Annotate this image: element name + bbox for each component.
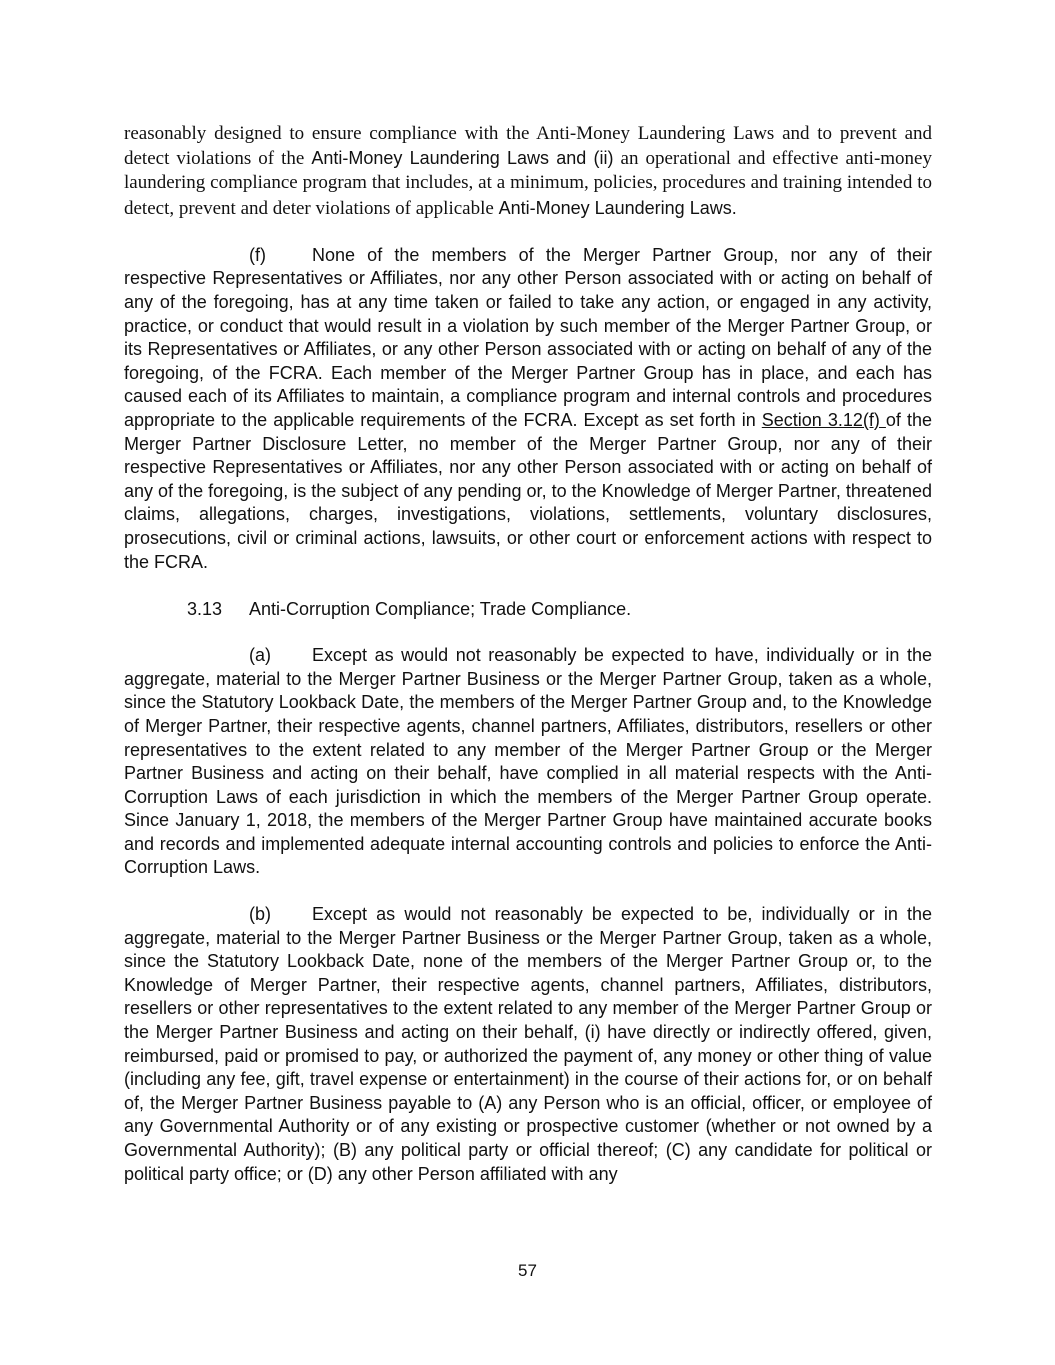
section-title: Anti-Corruption Compliance; Trade Compliance. [249, 599, 632, 620]
paragraph-b-label: (b) [249, 904, 271, 925]
section-heading [124, 597, 932, 621]
intro-text-2: Anti-Money Laundering Laws and (ii) [311, 148, 614, 169]
paragraph-a-text: Except as would not reasonably be expected to have, individually or in the aggregate, material to the Merger Partner Business or the Merger Partner Group, taken as a whole, since the Statutory Lookback Date, the members of the Merger Partner Group and, to the Knowledge of Merger Partner, their respective agents, channel partners, Affiliates, distributors, resellers or other representatives to the extent related to any member of the Merger Partner Group or the Merger Partner Business and acting on their behalf, have complied in all material respects with the Anti-Corruption Laws of each jurisdiction in which the members of the Merger Partner Group operate. Since January 1, 2018, the members of the Merger Partner Group have maintained accurate books and records and implemented adequate internal accounting controls and policies to enforce the Anti-Corruption Laws. [124, 645, 932, 878]
paragraph-a-label: (a) [249, 645, 271, 666]
paragraph-f-label: (f) [249, 244, 266, 265]
paragraph-a [124, 644, 932, 880]
intro-paragraph [124, 122, 932, 221]
section-reference-link[interactable]: Section 3.12(f) [761, 409, 886, 430]
intro-text-1: reasonably designed to ensure compliance with the Anti-Money Laundering Laws and to prevent and detect violations of the [124, 123, 932, 170]
intro-text-4: Anti-Money Laundering Laws. [498, 197, 737, 218]
paragraph-b-text: Except as would not reasonably be expected to be, individually or in the aggregate, material to the Merger Partner Business or the Merger Partner Group, taken as a whole, since the Statutory Lookback Date, none of the members of the Merger Partner Group or, to the Knowledge of Merger Partner, their respective agents, channel partners, Affiliates, distributors, resellers or other representatives to the extent related to any member of the Merger Partner Group or the Merger Partner Business and acting on their behalf, (i) have directly or indirectly offered, given, reimbursed, paid or promised to pay, or authorized the payment of, any money or other thing of value (including any fee, gift, travel expense or entertainment) in the course of their actions for, or on behalf of, the Merger Partner Business payable to (A) any Person who is an official, officer, or employee of any Governmental Authority or of any existing or prospective customer (whether or not owned by a Governmental Authority); (B) any political party or official thereof; (C) any candidate for political or political party office; or (D) any other Person affiliated with any [124, 904, 932, 1184]
paragraph-f-text-b: of the Merger Partner Disclosure Letter, no member of the Merger Partner Group, nor any of their respective Representatives or Affiliates, nor any other Person associated with or acting on behalf of any of the foregoing, is the subject of any pending or, to the Knowledge of Merger Partner, threatened claims, allegations, charges, investigations, violations, settlements, voluntary disclosures, prosecutions, civil or criminal actions, lawsuits, or other court or enforcement actions with respect to the FCRA. [124, 409, 932, 572]
intro-text-3: an operational and effective anti-money laundering compliance program that includes, at a minimum, policies, procedures and training intended to detect, prevent and deter violations of applicable [124, 148, 932, 219]
document-page [124, 122, 932, 1186]
paragraph-f [124, 244, 932, 574]
page-number: 57 [518, 1261, 537, 1280]
section-number: 3.13 [187, 599, 223, 620]
paragraph-f-text-a: None of the members of the Merger Partner Group, nor any of their respective Representatives or Affiliates, nor any other Person associated with or acting on behalf of any of the foregoing, has at any time taken or failed to take any action, or engaged in any activity, practice, or conduct that would result in a violation by such member of the Merger Partner Group, or its Representatives or Affiliates, or any other Person associated with or acting on behalf of any of the foregoing, of the FCRA. Each member of the Merger Partner Group has in place, and each has caused each of its Affiliates to maintain, a compliance program and internal controls and procedures appropriate to the applicable requirements of the FCRA. Except as set forth in [124, 244, 932, 430]
paragraph-b [124, 903, 932, 1186]
